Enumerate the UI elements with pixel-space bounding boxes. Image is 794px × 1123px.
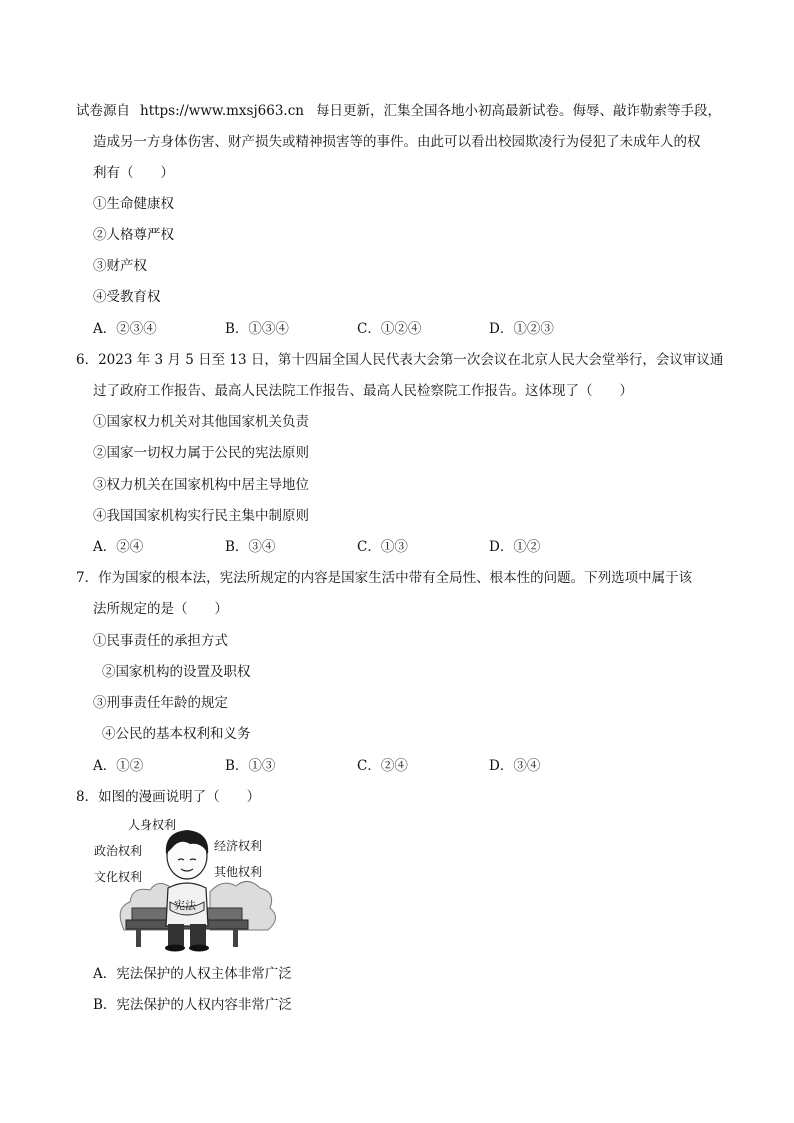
q7-option-b[interactable]: B．①③ — [225, 758, 276, 774]
label-other-rights: 其他权利 — [214, 865, 263, 879]
q7-item-4: ④公民的基本权利和义务 — [102, 726, 251, 742]
q5-item-3: ③财产权 — [93, 258, 147, 274]
q6-line2: 过了政府工作报告、最高人民法院工作报告、最高人民检察院工作报告。这体现了（ ） — [93, 383, 633, 399]
label-personal-rights: 人身权利 — [128, 818, 177, 832]
q7-option-d[interactable]: D．③④ — [489, 758, 541, 774]
q7-item-1: ①民事责任的承担方式 — [93, 633, 228, 649]
label-political-rights: 政治权利 — [94, 844, 143, 858]
q5-options — [93, 319, 621, 339]
boy-shoe-right — [189, 945, 209, 952]
label-constitution: 宪法 — [174, 899, 196, 912]
header-url[interactable]: https://www.mxsj663.cn — [140, 103, 304, 119]
q7-item-2: ②国家机构的设置及职权 — [102, 664, 251, 680]
q6-item-4: ④我国国家机构实行民主集中制原则 — [93, 508, 309, 524]
q5-line3: 利有（ ） — [93, 165, 174, 181]
q5-option-d[interactable]: D．①②③ — [489, 321, 554, 337]
q6-option-a[interactable]: A．②④ — [93, 539, 144, 555]
q7-line1: 7．作为国家的根本法，宪法所规定的内容是国家生活中带有全局性、根本性的问题。下列选项中属于该 — [76, 570, 693, 586]
q6-item-1: ①国家权力机关对其他国家机关负责 — [93, 414, 309, 430]
bench-leg-right — [233, 929, 238, 947]
q5-item-4: ④受教育权 — [93, 289, 161, 305]
q6-line1: 6．2023 年 3 月 5 日至 13 日，第十四届全国人民代表大会第一次会议在北京人民大会堂举行，会议审议通 — [76, 352, 724, 368]
header-notice: 每日更新，汇集全国各地小初高最新试卷。侮辱、敲诈勒索等手段， — [315, 103, 721, 119]
q6-item-2: ②国家一切权力属于公民的宪法原则 — [93, 445, 309, 461]
boy-leg-left — [168, 924, 184, 946]
header-source: 试卷源自 — [76, 103, 130, 119]
q7-item-3: ③刑事责任年龄的规定 — [93, 695, 228, 711]
q7-line2: 法所规定的是（ ） — [93, 601, 228, 617]
q5-option-c[interactable]: C．①②④ — [357, 321, 422, 337]
q6-option-b[interactable]: B．③④ — [225, 539, 276, 555]
bench-leg-left — [136, 929, 141, 947]
q8-line1: 8．如图的漫画说明了（ ） — [76, 789, 261, 805]
q5-option-a[interactable]: A．②③④ — [93, 321, 157, 337]
q5-option-b[interactable]: B．①③④ — [225, 321, 289, 337]
q8-option-a[interactable]: A．宪法保护的人权主体非常广泛 — [93, 966, 292, 982]
q5-item-1: ①生命健康权 — [93, 196, 174, 212]
q5-item-2: ②人格尊严权 — [93, 227, 174, 243]
q6-item-3: ③权力机关在国家机构中居主导地位 — [93, 477, 309, 493]
q8-option-b[interactable]: B．宪法保护的人权内容非常广泛 — [93, 997, 292, 1013]
constitution-cartoon — [92, 812, 282, 952]
q6-option-c[interactable]: C．①③ — [357, 539, 408, 555]
label-cultural-rights: 文化权利 — [94, 870, 143, 884]
boy-shoe-left — [165, 945, 185, 952]
q5-line2: 造成另一方身体伤害、财产损失或精神损害等的事件。由此可以看出校园欺凌行为侵犯了未成年人的权 — [93, 134, 701, 150]
q6-options — [93, 537, 621, 557]
q6-option-d[interactable]: D．①② — [489, 539, 541, 555]
label-economic-rights: 经济权利 — [214, 839, 263, 853]
q7-option-c[interactable]: C．②④ — [357, 758, 408, 774]
q7-option-a[interactable]: A．①② — [93, 758, 144, 774]
boy-leg-right — [190, 924, 206, 946]
q7-options — [93, 756, 621, 776]
header-line — [76, 101, 721, 121]
